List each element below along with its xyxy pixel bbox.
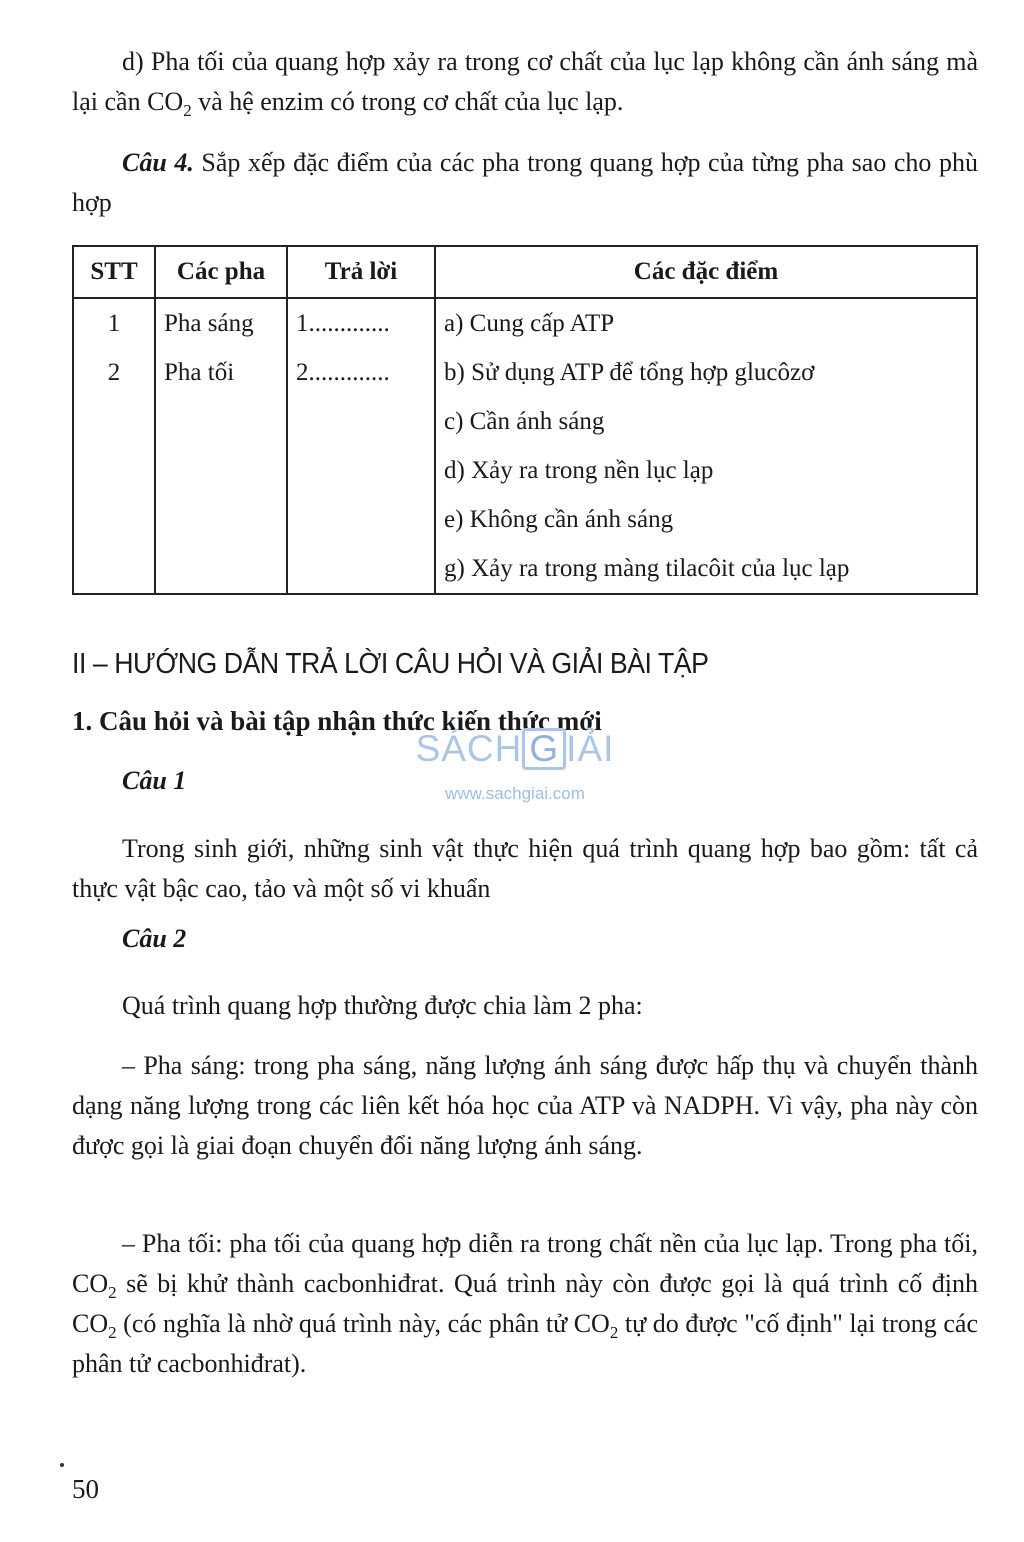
speck	[60, 1463, 64, 1467]
cell-tra-loi	[287, 544, 435, 594]
cell-dac-diem: b) Sử dụng ATP để tổng hợp glucôzơ	[435, 348, 977, 397]
cell-pha: Pha tối	[155, 348, 287, 397]
section-title: II – HƯỚNG DẪN TRẢ LỜI CÂU HỎI VÀ GIẢI BÀI TẬP	[72, 648, 709, 680]
table-row	[73, 544, 977, 594]
subsection-title: 1. Câu hỏi và bài tập nhận thức kiến thức mới	[72, 706, 602, 736]
dark-phase-paragraph	[72, 1224, 978, 1384]
watermark-url: www.sachgiai.com	[445, 784, 585, 803]
question-2-intro: Quá trình quang hợp thường được chia làm 2 pha:	[122, 991, 643, 1020]
cell-stt	[73, 397, 155, 446]
subscript: 2	[108, 1323, 117, 1342]
cell-dac-diem: c) Cần ánh sáng	[435, 397, 977, 446]
paragraph-d	[72, 42, 978, 122]
cell-pha	[155, 544, 287, 594]
cell-stt: 1	[73, 298, 155, 348]
cell-tra-loi: 2.............	[287, 348, 435, 397]
watermark-right: IẢI	[566, 728, 615, 769]
header-tra-loi: Trả lời	[287, 246, 435, 298]
question-1-answer: Trong sinh giới, những sinh vật thực hiện quá trình quang hợp bao gồm: tất cả thực vật bậc cao, tảo và một số vi khuẩn	[72, 834, 978, 903]
dark-phase-text-2: sẽ bị khử thành cacbonhiđrat. Quá trình này còn được gọi là quá trình cố định CO	[72, 1269, 978, 1338]
watermark-logo	[410, 728, 620, 770]
paragraph-d-text-end: và hệ enzim có trong cơ chất của lục lạp.	[191, 87, 624, 116]
question-4-text: Sắp xếp đặc điểm của các pha trong quang hợp của từng pha sao cho phù hợp	[72, 148, 978, 217]
cell-stt	[73, 544, 155, 594]
cell-dac-diem: g) Xảy ra trong màng tilacôit của lục lạp	[435, 544, 977, 594]
table-row	[73, 446, 977, 495]
cell-stt	[73, 495, 155, 544]
watermark-left: SÁCH	[415, 728, 523, 769]
cell-dac-diem: d) Xảy ra trong nền lục lạp	[435, 446, 977, 495]
paragraph-d-text: d) Pha tối của quang hợp xảy ra trong cơ chất của lục lạp không cần ánh sáng mà lại cần CO	[72, 47, 978, 116]
dark-phase-text-4: tự do được "cố định" lại trong các phân tử cacbonhiđrat).	[72, 1309, 978, 1378]
cell-pha: Pha sáng	[155, 298, 287, 348]
header-cac-dac-diem: Các đặc điểm	[435, 246, 977, 298]
watermark	[410, 728, 620, 804]
subscript: 2	[108, 1283, 117, 1302]
dark-phase-text-3: (có nghĩa là nhờ quá trình này, các phân tử CO	[116, 1309, 610, 1338]
dark-phase-text-1: – Pha tối: pha tối của quang hợp diễn ra trong chất nền của lục lạp. Trong pha tối, CO	[72, 1229, 978, 1298]
table-row	[73, 397, 977, 446]
light-phase-paragraph: – Pha sáng: trong pha sáng, năng lượng ánh sáng được hấp thụ và chuyển thành dạng năng lượng trong các liên kết hóa học của ATP và NADPH. Vì vậy, pha này còn được gọi là giai đoạn chuyển đổi năng lượng ánh sáng.	[72, 1051, 978, 1160]
cell-stt	[73, 446, 155, 495]
table-row	[73, 298, 977, 348]
cell-tra-loi	[287, 397, 435, 446]
header-stt: STT	[73, 246, 155, 298]
header-cac-pha: Các pha	[155, 246, 287, 298]
table-header-row	[73, 246, 977, 298]
subscript: 2	[183, 101, 192, 120]
cell-tra-loi	[287, 495, 435, 544]
cell-pha	[155, 446, 287, 495]
cell-dac-diem: a) Cung cấp ATP	[435, 298, 977, 348]
watermark-g-icon: G	[522, 728, 566, 770]
cell-pha	[155, 495, 287, 544]
table-row	[73, 348, 977, 397]
table-row	[73, 495, 977, 544]
cell-tra-loi: 1.............	[287, 298, 435, 348]
page-number: 50	[72, 1474, 99, 1504]
cell-stt: 2	[73, 348, 155, 397]
question-1-label: Câu 1	[122, 766, 187, 795]
subscript: 2	[609, 1323, 619, 1342]
question-4	[72, 143, 978, 223]
phase-table	[72, 245, 978, 595]
question-2-label: Câu 2	[122, 924, 187, 953]
cell-dac-diem: e) Không cần ánh sáng	[435, 495, 977, 544]
cell-pha	[155, 397, 287, 446]
question-4-label: Câu 4.	[122, 148, 194, 177]
cell-tra-loi	[287, 446, 435, 495]
